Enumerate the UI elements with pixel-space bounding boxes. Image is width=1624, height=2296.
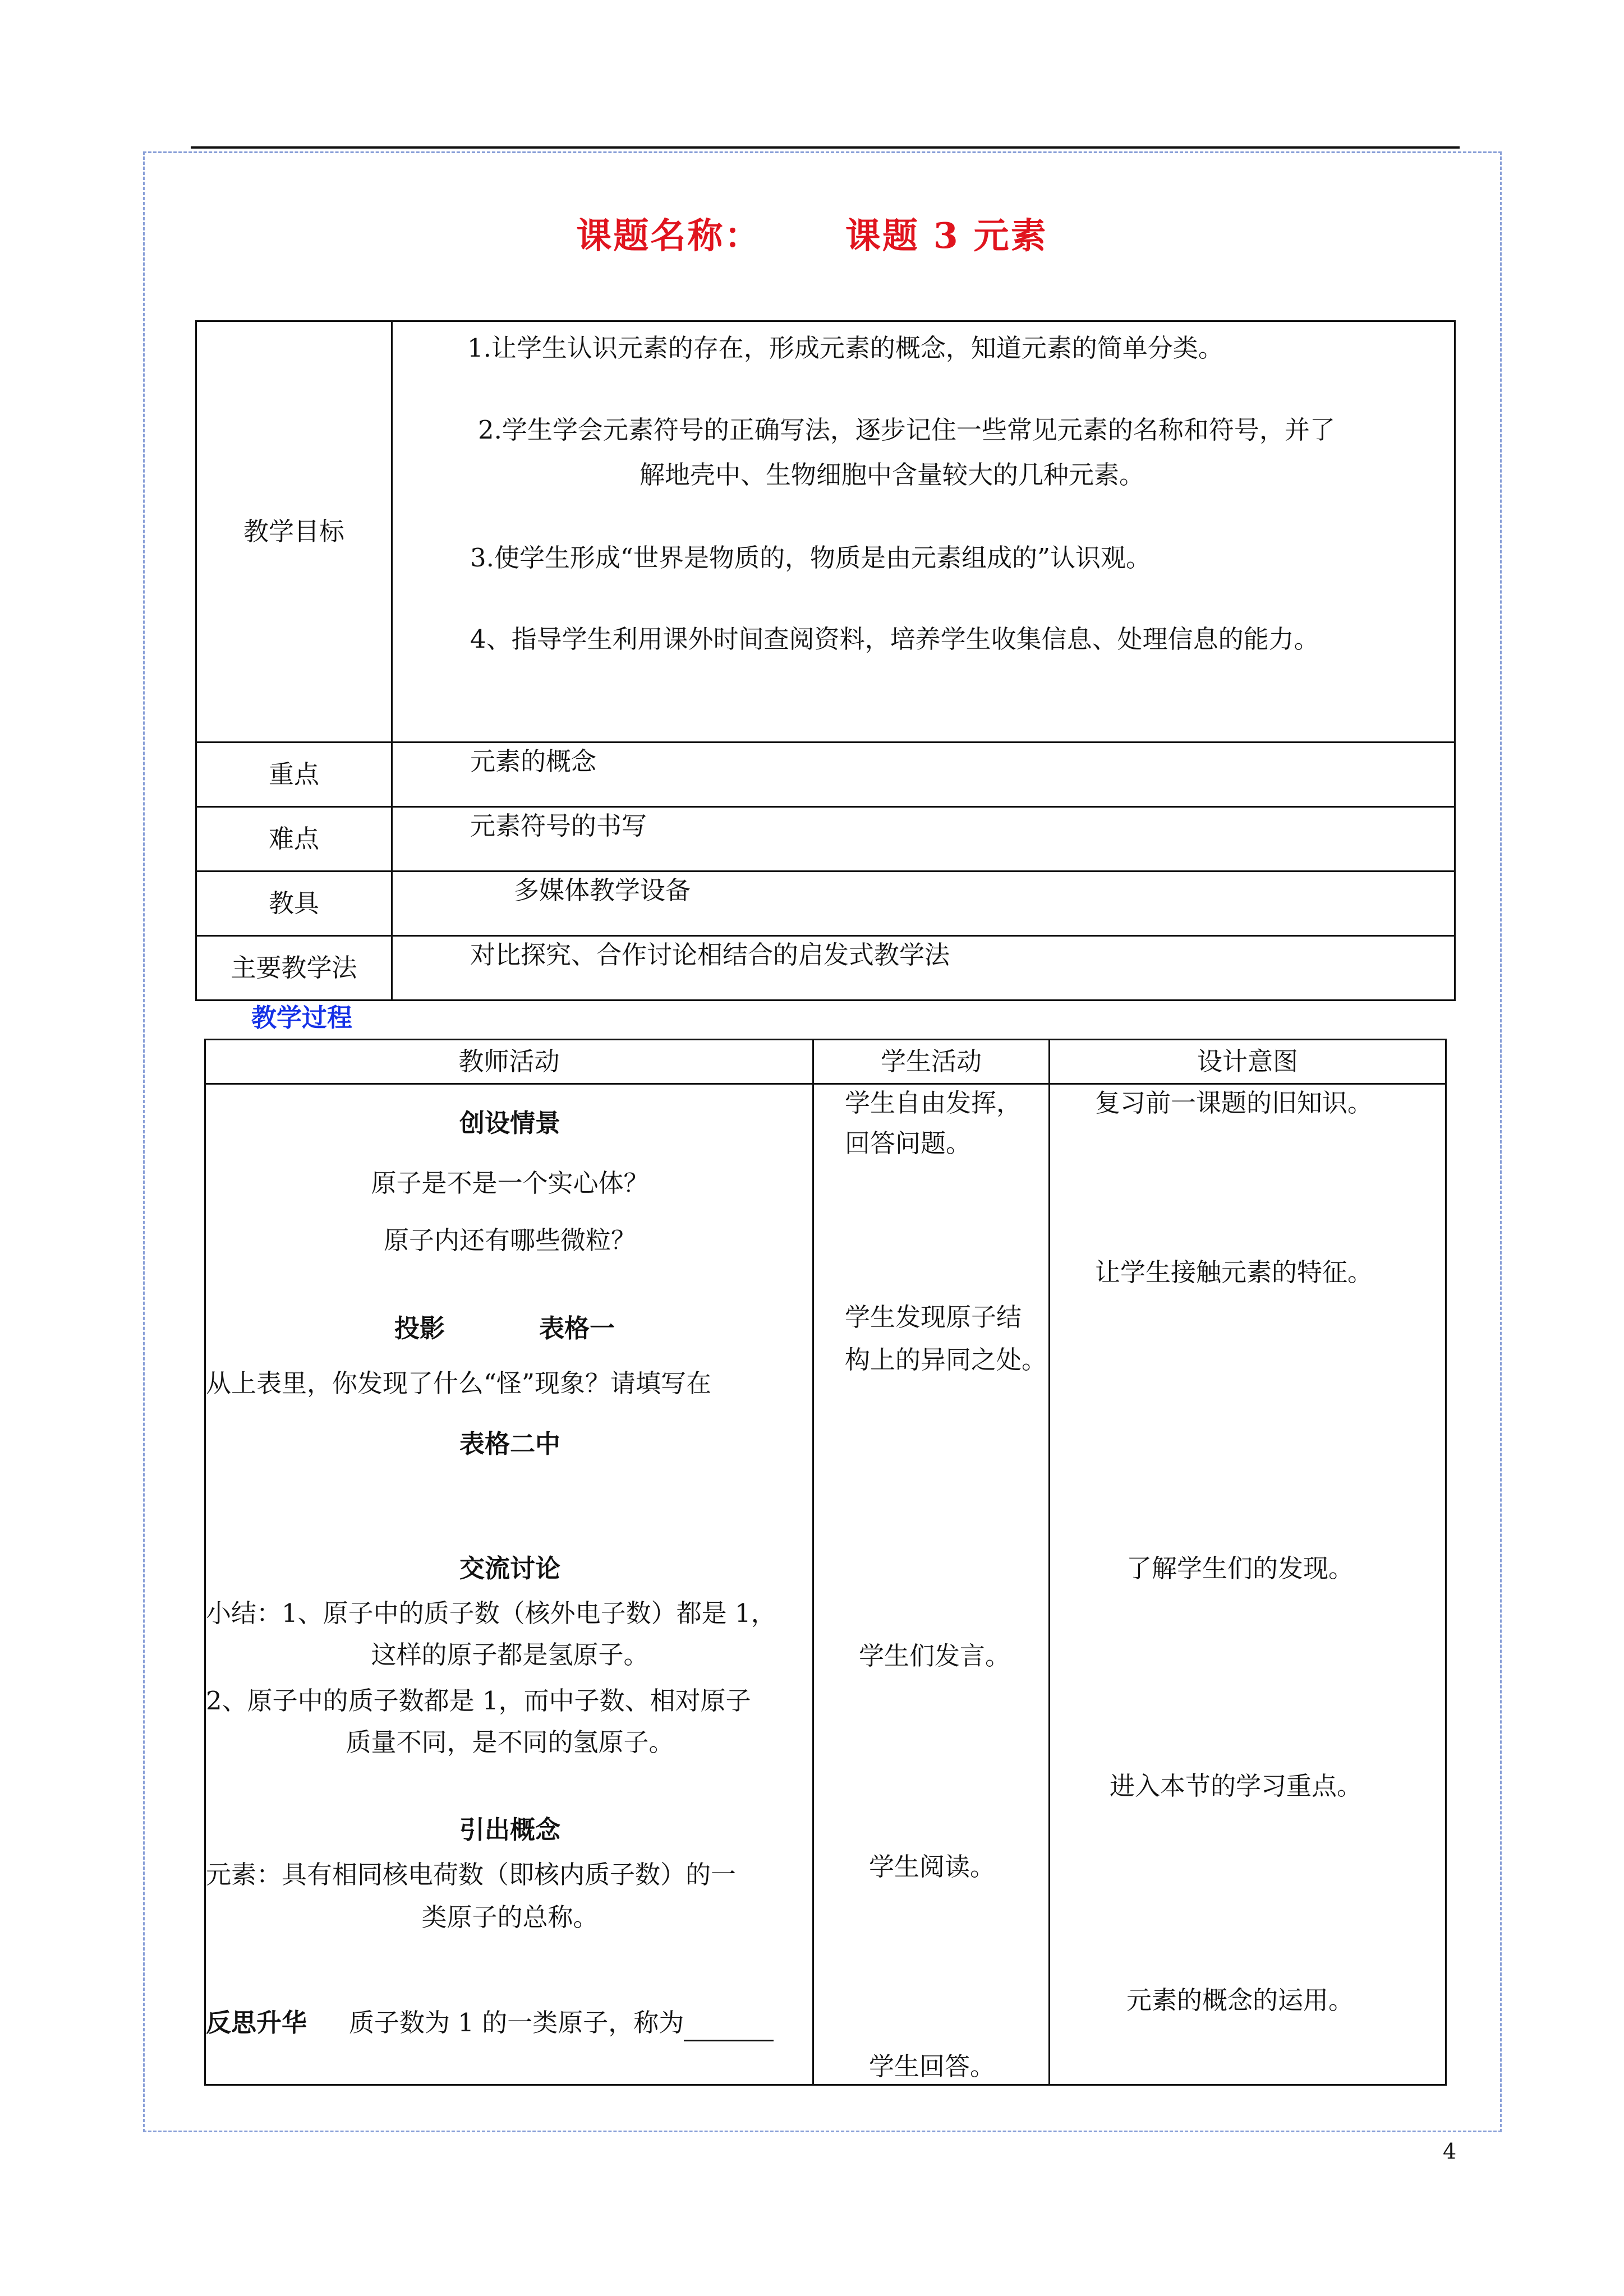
difficulty-value (392, 807, 1455, 872)
teaching-aids-text: 多媒体教学设备 (514, 875, 691, 905)
teaching-aids-row (196, 872, 1455, 936)
teacher-line: 投影 (394, 1313, 445, 1343)
goals-cell (392, 321, 1455, 743)
key-point-value (392, 743, 1455, 807)
header-teacher: 教师活动 (205, 1040, 813, 1084)
difficulty-label: 难点 (196, 807, 392, 872)
teaching-aids-label: 教具 (196, 872, 392, 936)
student-line: 学生阅读。 (869, 1852, 996, 1882)
teacher-line: 反思升华 (206, 2008, 307, 2037)
teacher-line: 引出概念 (459, 1815, 560, 1845)
student-line: 学生发现原子结 (845, 1302, 1022, 1332)
teacher-line: 这样的原子都是氢原子。 (371, 1640, 649, 1670)
method-label: 主要教学法 (196, 936, 392, 1001)
page-number: 4 (1443, 2139, 1457, 2164)
difficulty-row (196, 807, 1455, 872)
key-point-text: 元素的概念 (470, 746, 597, 776)
process-heading: 教学过程 (251, 1003, 353, 1032)
key-point-row (196, 743, 1455, 807)
header-rule (191, 146, 1460, 149)
method-value (392, 936, 1455, 1001)
goals-row (196, 321, 1455, 743)
student-line: 学生回答。 (869, 2051, 996, 2081)
teacher-line: 交流讨论 (459, 1553, 560, 1583)
teacher-line: 小结：1、原子中的质子数（核外电子数）都是 1， (206, 1598, 776, 1628)
intent-line: 了解学生们的发现。 (1126, 1553, 1354, 1583)
teacher-line: 2、原子中的质子数都是 1，而中子数、相对原子 (206, 1686, 751, 1716)
fill-in-question: 质子数为 1 的一类原子，称为 (349, 2008, 684, 2037)
teacher-line: 质量不同，是不同的氢原子。 (346, 1727, 674, 1757)
goals-label: 教学目标 (196, 321, 392, 743)
teacher-line: 表格二中 (459, 1429, 560, 1459)
goal-item-4: 4、指导学生利用课外时间查阅资料，培养学生收集信息、处理信息的能力。 (470, 624, 1319, 654)
student-activity-cell (813, 1084, 1050, 2085)
difficulty-text: 元素符号的书写 (470, 811, 647, 841)
teacher-line: 类原子的总称。 (421, 1902, 599, 1932)
teaching-aids-value (392, 872, 1455, 936)
method-text: 对比探究、合作讨论相结合的启发式教学法 (470, 940, 950, 970)
process-header-row (205, 1040, 1446, 1084)
teacher-line (349, 2004, 774, 2041)
teacher-line: 原子内还有哪些微粒？ (383, 1225, 636, 1255)
answer-blank (684, 2012, 774, 2041)
teacher-line: 元素：具有相同核电荷数（即核内质子数）的一 (206, 1860, 737, 1889)
key-point-label: 重点 (196, 743, 392, 807)
intent-line: 复习前一课题的旧知识。 (1095, 1088, 1373, 1118)
title-value: 课题 3 元素 (845, 215, 1048, 256)
goal-item-2: 2.学生学会元素符号的正确写法，逐步记住一些常见元素的名称和符号，并了 (478, 415, 1335, 445)
teacher-line: 创设情景 (459, 1108, 560, 1138)
teacher-activity-cell (205, 1084, 813, 2085)
student-line: 回答问题。 (845, 1128, 972, 1158)
goal-item-1: 1.让学生认识元素的存在，形成元素的概念，知道元素的简单分类。 (467, 333, 1223, 363)
teacher-line: 从上表里，你发现了什么“怪”现象？请填写在 (206, 1368, 712, 1398)
lesson-info-table (195, 320, 1456, 1001)
student-line: 构上的异同之处。 (845, 1345, 1047, 1375)
design-intent-cell (1050, 1084, 1446, 2085)
intent-line: 元素的概念的运用。 (1126, 1985, 1354, 2015)
student-line: 学生自由发挥， (845, 1088, 1022, 1118)
teacher-line: 原子是不是一个实心体？ (371, 1168, 649, 1198)
goal-item-2-cont: 解地壳中、生物细胞中含量较大的几种元素。 (640, 460, 1145, 490)
intent-line: 进入本节的学习重点。 (1110, 1771, 1363, 1801)
title-label: 课题名称： (576, 215, 762, 256)
header-intent: 设计意图 (1050, 1040, 1446, 1084)
goal-item-3: 3.使学生形成“世界是物质的，物质是由元素组成的”认识观。 (470, 543, 1151, 573)
page-title (0, 208, 1624, 259)
intent-line: 让学生接触元素的特征。 (1095, 1257, 1373, 1287)
teacher-line: 表格一 (539, 1313, 615, 1343)
header-student: 学生活动 (813, 1040, 1050, 1084)
student-line: 学生们发言。 (859, 1641, 1011, 1671)
method-row (196, 936, 1455, 1001)
process-table (204, 1039, 1447, 2086)
process-body-row (205, 1084, 1446, 2085)
